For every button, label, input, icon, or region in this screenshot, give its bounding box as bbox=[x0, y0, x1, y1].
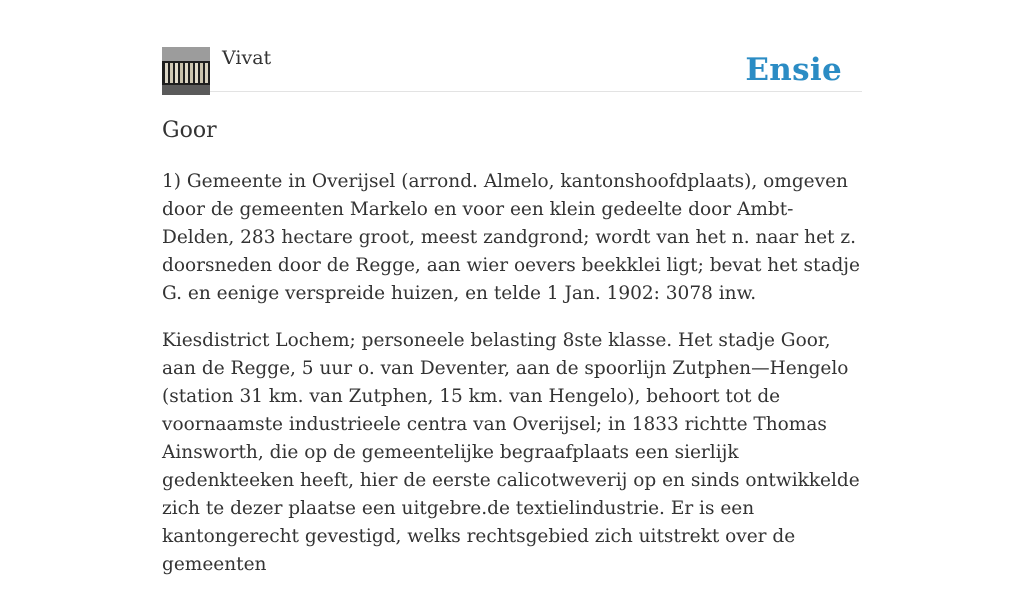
article-paragraph: Kiesdistrict Lochem; personeele belasting 8ste klasse. Het stadje Goor, aan de Regge, 5 uur o. van Deventer, aan de spoorlijn Zutphen—Hengelo (station 31 km. van Zutphen, 15 km. van Hengelo), behoort tot de voornaamste industrieele centra van Overijsel; in 1833 richtte Thomas Ainsworth, die op de gemeentelijke begraafplaats een sierlijk gedenkteeken heeft, hier de eerste calicotweverij op en sinds ontwikkelde zich te dezer plaatse een uitgebre.de textielindustrie. Er is een kantongerecht gevestigd, welks rechtsgebied zich uitstrekt over de gemeenten bbox=[162, 330, 860, 575]
page-title: Goor bbox=[162, 118, 217, 143]
source-name-link[interactable]: Vivat bbox=[222, 47, 272, 69]
brand-logo[interactable]: Ensie bbox=[745, 52, 842, 88]
page bbox=[162, 0, 862, 575]
header bbox=[162, 0, 862, 92]
article-body bbox=[162, 168, 862, 598]
book-spines-icon bbox=[162, 47, 210, 95]
article-paragraph: 1) Gemeente in Overijsel (arrond. Almelo, kantonshoofdplaats), omgeven door de gemeenten Markelo en voor een klein gedeelte door Ambt-Delden, 283 hectare groot, meest zandgrond; wordt van het n. naar het z. doorsneden door de Regge, aan wier oevers beekklei ligt; bevat het stadje G. en eenige verspreide huizen, en telde 1 Jan. 1902: 3078 inw. bbox=[162, 171, 860, 304]
source-avatar[interactable] bbox=[162, 47, 210, 95]
